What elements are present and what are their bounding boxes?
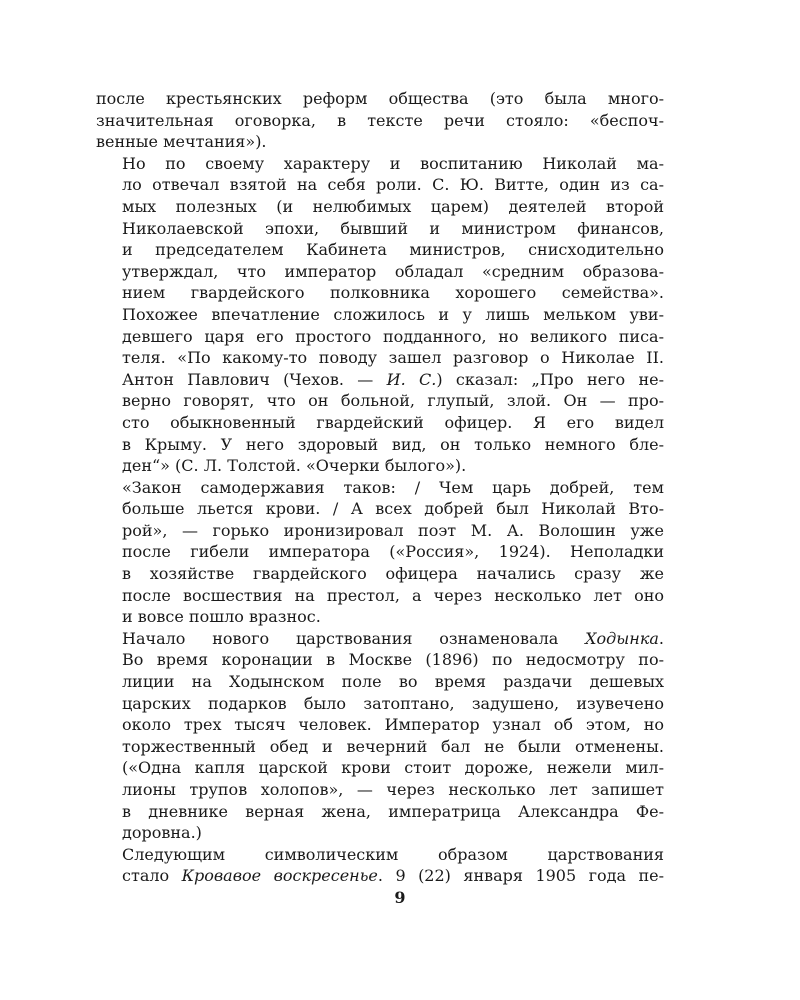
paragraph [96, 88, 664, 153]
text-line: утверждал, что император обладал «средним образова- [122, 261, 664, 281]
text-line: лиции на Ходынском поле во время раздачи дешевых [122, 672, 664, 692]
text-line: Но по своему характеру и воспитанию Николай ма- [122, 153, 664, 173]
text-line: стало Кровавое воскресенье. 9 (22) января 1905 года пе- [122, 866, 665, 886]
text-line: Следующим символическим образом царствования [122, 844, 664, 864]
text-line: в Крыму. У него здоровый вид, он только немного бле- [122, 434, 664, 454]
text-line: сто обыкновенный гвардейский офицер. Я его видел [122, 412, 664, 432]
text-line: Похожее впечатление сложилось и у лишь мельком уви- [122, 304, 664, 324]
text-line: теля. «По какому-то поводу зашел разговор о Николае II. [122, 348, 664, 368]
text-line: царских подарков было затоптано, задушено, изувечено [122, 693, 664, 713]
text-line: венные мечтания»). [96, 132, 267, 152]
book-page-text [96, 88, 664, 887]
text-line: в хозяйстве гвардейского офицера начались сразу же [122, 564, 664, 584]
text-line: после крестьянских реформ общества (это была много- [96, 89, 664, 108]
text-line: «Закон самодержавия таков: / Чем царь добрей, тем [122, 477, 664, 497]
text-line: ло отвечал взятой на себя роли. С. Ю. Витте, один из са- [122, 175, 664, 195]
text-line: торжественный обед и вечерний бал не были отменены. [122, 736, 664, 756]
text-line: Николаевской эпохи, бывший и министром финансов, [122, 218, 664, 238]
paragraph [96, 153, 664, 477]
text-line: верно говорят, что он больной, глупый, злой. Он — про- [122, 391, 664, 411]
text-line: в дневнике верная жена, императрица Александра Фе- [122, 801, 664, 821]
paragraph [96, 477, 664, 628]
text-line: и председателем Кабинета министров, снисходительно [122, 240, 664, 260]
text-line: мых полезных (и нелюбимых царем) деятелей второй [122, 196, 664, 216]
text-line: после восшествия на престол, а через несколько лет оно [122, 585, 664, 605]
text-line: ден“» (С. Л. Толстой. «Очерки былого»). [122, 456, 467, 476]
text-line: Во время коронации в Москве (1896) по недосмотру по- [122, 650, 664, 670]
text-line: около трех тысяч человек. Император узнал об этом, но [122, 715, 664, 735]
text-line: и вовсе пошло вразнос. [122, 607, 321, 627]
text-line: девшего царя его простого подданного, но великого писа- [122, 326, 664, 346]
page-number: 9 [394, 888, 406, 907]
text-line: нием гвардейского полковника хорошего семейства». [122, 283, 664, 303]
paragraph [96, 844, 664, 887]
paragraph [96, 628, 664, 844]
text-line: больше льется крови. / А всех добрей был Николай Вто- [122, 499, 664, 519]
text-line: Антон Павлович (Чехов. — И. С.) сказал: „Про него не- [122, 369, 665, 389]
text-line: Начало нового царствования ознаменовала Ходынка. [122, 628, 664, 648]
text-line: рой», — горько иронизировал поэт М. А. Волошин уже [122, 520, 664, 540]
text-line: («Одна капля царской крови стоит дороже, нежели мил- [122, 758, 664, 778]
text-line: лионы трупов холопов», — через несколько лет запишет [122, 780, 664, 799]
text-line: доровна.) [122, 823, 202, 843]
text-line: значительная оговорка, в тексте речи стояло: «беспоч- [96, 110, 664, 130]
text-line: после гибели императора («Россия», 1924). Неполадки [122, 542, 664, 562]
